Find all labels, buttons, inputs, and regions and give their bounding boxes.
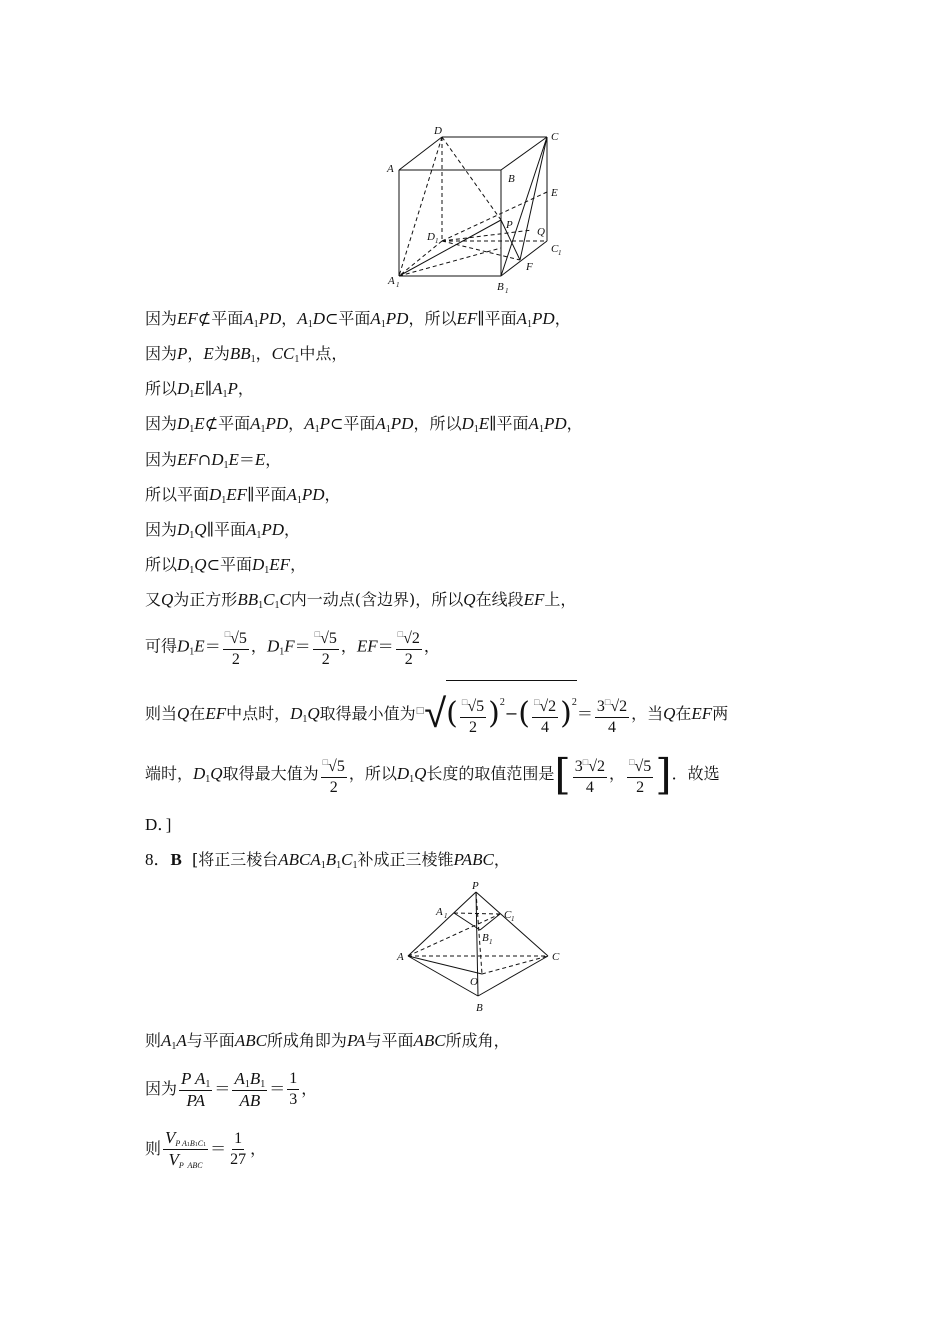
line-4: 因为$D_1E⊄$平面$A_1PD$，$A_1P\subset$平面$A_1PD$，所以$D_1E\parallel$平面$A_1PD$， bbox=[145, 414, 583, 435]
line-8: 所以$D_1Q\subset$平面$D_1EF$， bbox=[145, 555, 307, 576]
label-A1-sub: 1 bbox=[396, 281, 400, 289]
label-C1-sub: 1 bbox=[558, 249, 562, 257]
line-10: 可得$D_1E=$ $\frac{^□√5}{2}$ ，$D_1F=$ $\frac{^□√5}{2}$ ，EF＝ $\frac{^□√2}{2}$ ， bbox=[145, 624, 440, 670]
label-B: B bbox=[508, 173, 515, 185]
line-17: 则 $\frac{V_{P A1B1C1}}{V_{P ABC}}$ ＝ $\frac{1}{27}$ ， bbox=[145, 1128, 267, 1170]
label-E: E bbox=[551, 187, 558, 199]
line-3: 所以$D_1E\parallel A_1P$， bbox=[145, 379, 254, 400]
line-16: 因为 $\frac{P A_1}{PA}$ ＝ $\frac{A_1B_1}{AB}$ ＝ $\frac{1}{3}$ ， bbox=[145, 1068, 318, 1110]
line-2: 因为P，E为$BB_1$，$CC_1$中点， bbox=[145, 344, 348, 365]
label-A1: A bbox=[388, 275, 395, 287]
label-C: C bbox=[552, 951, 560, 963]
line-5: 因为$EF\cap D_1E=E$， bbox=[145, 450, 282, 471]
label-A: A bbox=[397, 951, 404, 963]
line-14: 8．B [将正三棱台$ABCA_1B_1C_1$补成正三棱锥PABC， bbox=[145, 850, 510, 871]
pyramid-figure bbox=[390, 878, 570, 1018]
label-A1: A bbox=[436, 906, 443, 918]
cube-figure bbox=[380, 120, 580, 300]
label-P: P bbox=[472, 880, 479, 892]
line-15: 则$A_1A$与平面ABC所成角即为PA与平面ABC所成角， bbox=[145, 1031, 510, 1052]
pyramid-svg bbox=[390, 878, 570, 1018]
label-B1: B bbox=[497, 281, 504, 293]
label-B1-sub: 1 bbox=[505, 287, 509, 295]
label-P: P bbox=[506, 219, 513, 231]
label-A: A bbox=[387, 163, 394, 175]
label-O: O bbox=[470, 976, 478, 988]
line-13: D．] bbox=[145, 815, 172, 834]
line-1: 因为EF⊄平面$A_1PD$，$A_1D\subset$平面$A_1PD$，所以EF∥平面$A_1PD$， bbox=[145, 309, 571, 330]
label-F: F bbox=[526, 261, 533, 273]
line-6: 所以平面$D_1EF\parallel$平面$A_1PD$， bbox=[145, 485, 341, 506]
fraction-sqrt5-2b: $\frac{^□√5}{2}$ bbox=[313, 624, 339, 670]
label-C: C bbox=[551, 131, 559, 143]
label-B1: B bbox=[482, 932, 489, 944]
label-Q: Q bbox=[537, 226, 545, 238]
line-7: 因为$D_1Q\parallel$平面$A_1PD$， bbox=[145, 520, 301, 541]
label-D: D bbox=[434, 125, 442, 137]
label-B1-sub: 1 bbox=[489, 938, 493, 946]
label-C1: C bbox=[504, 909, 512, 921]
line-12: 端时，$D_1Q$取得最大值为 $\frac{^□√5}{2}$ ，所以$D_1Q$长度的取值范围是[ $\frac{3^□√2}{4}$ ， $\frac{^□√5}{2}$ ]．故选 bbox=[145, 750, 720, 799]
label-C1-sub: 1 bbox=[511, 915, 515, 923]
line-11: 则当Q在EF中点时，$D_1Q$取得最小值为□√( $\frac{^□√5}{2}$ )$^2$−( $\frac{^□√2}{4}$ )$^2$＝ $\frac{3^□√2}{4}$ ，当Q在EF两 bbox=[145, 680, 728, 742]
line-9: 又Q为正方形$BB_1C_1C$内一动点(含边界)，所以Q在线段EF上， bbox=[145, 590, 577, 611]
cube-svg bbox=[380, 120, 580, 300]
fraction-sqrt5-2: $\frac{^□√5}{2}$ bbox=[223, 624, 249, 670]
label-D1: D bbox=[427, 231, 435, 243]
fraction-sqrt2-2: $\frac{^□√2}{2}$ bbox=[396, 624, 422, 670]
label-C1: C bbox=[551, 243, 559, 255]
label-D1-sub: 1 bbox=[435, 237, 439, 245]
label-A1-sub: 1 bbox=[444, 912, 448, 920]
label-B: B bbox=[476, 1002, 483, 1014]
